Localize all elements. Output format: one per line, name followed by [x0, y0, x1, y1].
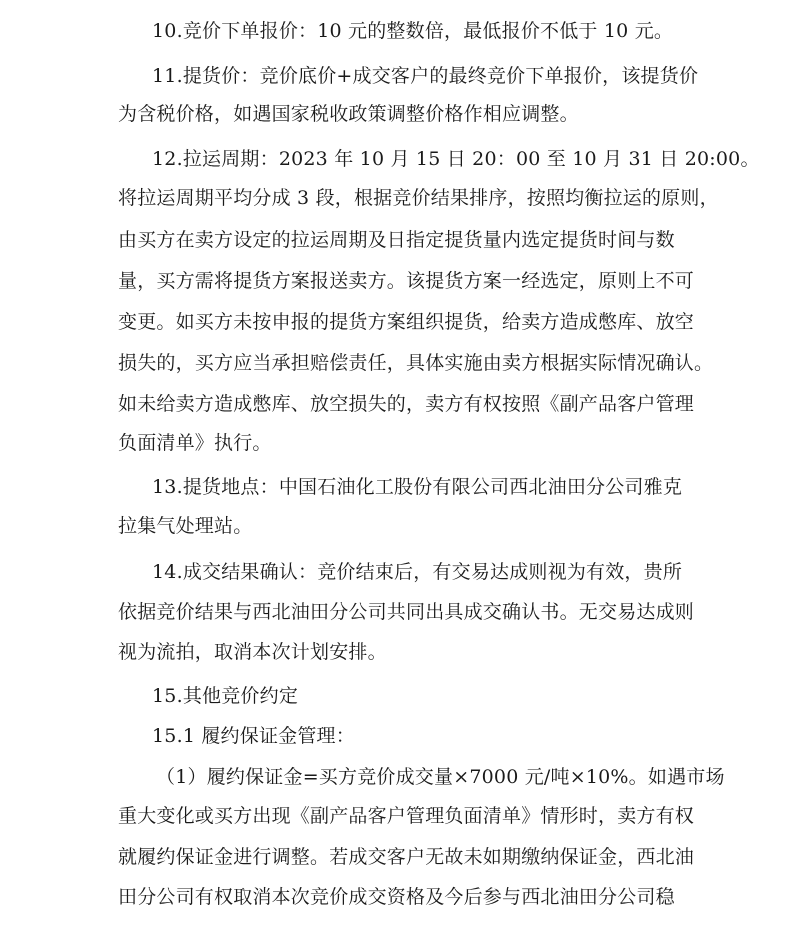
text-line-item-13-cont: 拉集气处理站。 — [118, 515, 253, 537]
text-line-item-12: 12.拉运周期：2023 年 10 月 15 日 20：00 至 10 月 31 日 20:00。 — [152, 148, 760, 170]
text-line-item-12-cont-7: 负面清单》执行。 — [118, 432, 272, 454]
text-line-item-12-cont-4: 变更。如买方未按申报的提货方案组织提货，给卖方造成憋库、放空 — [118, 311, 695, 333]
text-line-item-12-cont-5: 损失的，买方应当承担赔偿责任，具体实施由卖方根据实际情况确认。 — [118, 352, 714, 374]
text-line-item-15-1-heading: 15.1 履约保证金管理： — [152, 725, 355, 747]
text-line-item-12-cont-2: 由买方在卖方设定的拉运周期及日指定提货量内选定提货时间与数 — [118, 229, 675, 251]
text-line-item-15-heading: 15.其他竞价约定 — [152, 685, 299, 707]
text-line-item-13: 13.提货地点：中国石油化工股份有限公司西北油田分公司雅克 — [152, 476, 683, 498]
text-line-item-11: 11.提货价：竞价底价+成交客户的最终竞价下单报价，该提货价 — [152, 65, 699, 87]
text-line-item-12-cont-6: 如未给卖方造成憋库、放空损失的，卖方有权按照《副产品客户管理 — [118, 393, 695, 415]
text-line-item-14-cont-2: 视为流拍，取消本次计划安排。 — [118, 641, 387, 663]
text-line-item-15-1-1: （1）履约保证金=买方竞价成交量×7000 元/吨×10%。如遇市场 — [156, 766, 725, 788]
text-line-item-11-cont: 为含税价格，如遇国家税收政策调整价格作相应调整。 — [118, 103, 579, 125]
text-line-item-15-1-1-cont-3: 田分公司有权取消本次竞价成交资格及今后参与西北油田分公司稳 — [118, 886, 675, 908]
text-line-item-14: 14.成交结果确认：竞价结束后，有交易达成则视为有效，贵所 — [152, 561, 683, 583]
text-line-item-15-1-1-cont-2: 就履约保证金进行调整。若成交客户无故未如期缴纳保证金，西北油 — [118, 846, 695, 868]
text-line-item-15-1-1-cont-1: 重大变化或买方出现《副产品客户管理负面清单》情形时，卖方有权 — [118, 805, 695, 827]
text-line-item-14-cont-1: 依据竞价结果与西北油田分公司共同出具成交确认书。无交易达成则 — [118, 601, 695, 623]
text-line-item-12-cont-1: 将拉运周期平均分成 3 段，根据竞价结果排序，按照均衡拉运的原则， — [118, 187, 719, 209]
text-line-item-10: 10.竞价下单报价：10 元的整数倍，最低报价不低于 10 元。 — [152, 20, 674, 42]
text-line-item-12-cont-3: 量，买方需将提货方案报送卖方。该提货方案一经选定，原则上不可 — [118, 270, 695, 292]
